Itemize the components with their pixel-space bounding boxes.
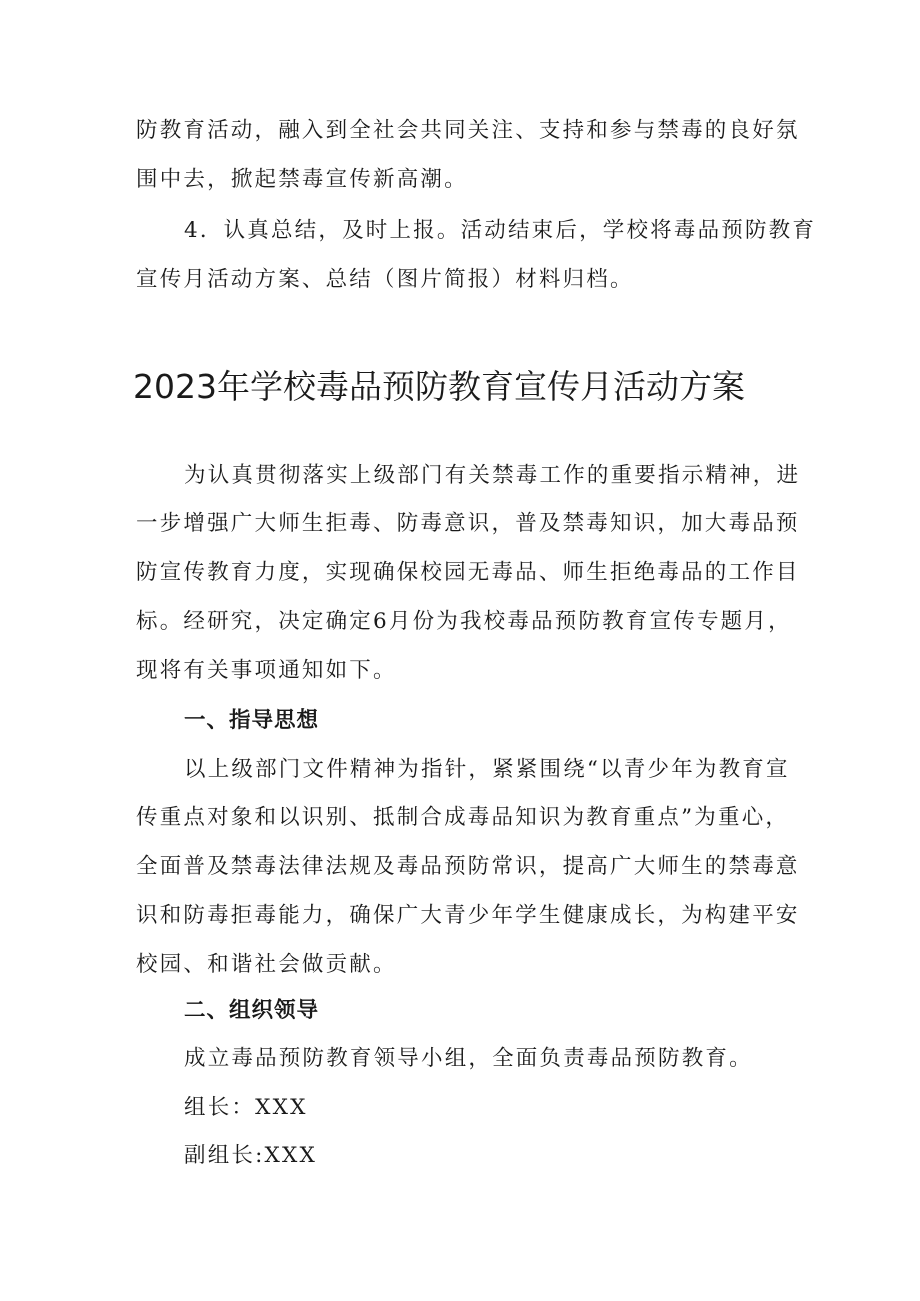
paragraph-line: 副组长:XXX	[184, 1143, 318, 1168]
paragraph-line: 4．认真总结，及时上报。活动结束后，学校将毒品预防教育	[184, 218, 817, 243]
paragraph-line: 防教育活动，融入到全社会共同关注、支持和参与禁毒的良好氛	[136, 118, 800, 143]
paragraph-line: 防宣传教育力度，实现确保校园无毒品、师生拒绝毒品的工作目	[136, 560, 800, 585]
paragraph-line: 识和防毒拒毒能力，确保广大青少年学生健康成长，为构建平安	[136, 903, 800, 928]
section-heading: 一、指导思想	[184, 708, 320, 733]
paragraph-line: 成立毒品预防教育领导小组，全面负责毒品预防教育。	[184, 1046, 753, 1071]
paragraph-line: 传重点对象和以识别、抵制合成毒品知识为教育重点”为重心，	[136, 805, 790, 830]
section-heading: 二、组织领导	[184, 998, 320, 1023]
paragraph-line: 全面普及禁毒法律法规及毒品预防常识，提高广大师生的禁毒意	[136, 854, 800, 879]
paragraph-line: 现将有关事项通知如下。	[136, 658, 397, 683]
document-title: 2023年学校毒品预防教育宣传月活动方案	[133, 367, 745, 406]
paragraph-line: 以上级部门文件精神为指针，紧紧围绕“以青少年为教育宣	[184, 757, 790, 782]
paragraph-line: 一步增强广大师生拒毒、防毒意识，普及禁毒知识，加大毒品预	[136, 511, 800, 536]
paragraph-line: 标。经研究，决定确定6月份为我校毒品预防教育宣传专题月，	[136, 609, 792, 634]
paragraph-line: 围中去，掀起禁毒宣传新高潮。	[136, 167, 468, 192]
paragraph-line: 校园、和谐社会做贡献。	[136, 952, 397, 977]
paragraph-line: 宣传月活动方案、总结（图片简报）材料归档。	[136, 267, 634, 292]
paragraph-line: 为认真贯彻落实上级部门有关禁毒工作的重要指示精神，进	[184, 463, 801, 488]
paragraph-line: 组长：XXX	[184, 1095, 308, 1120]
